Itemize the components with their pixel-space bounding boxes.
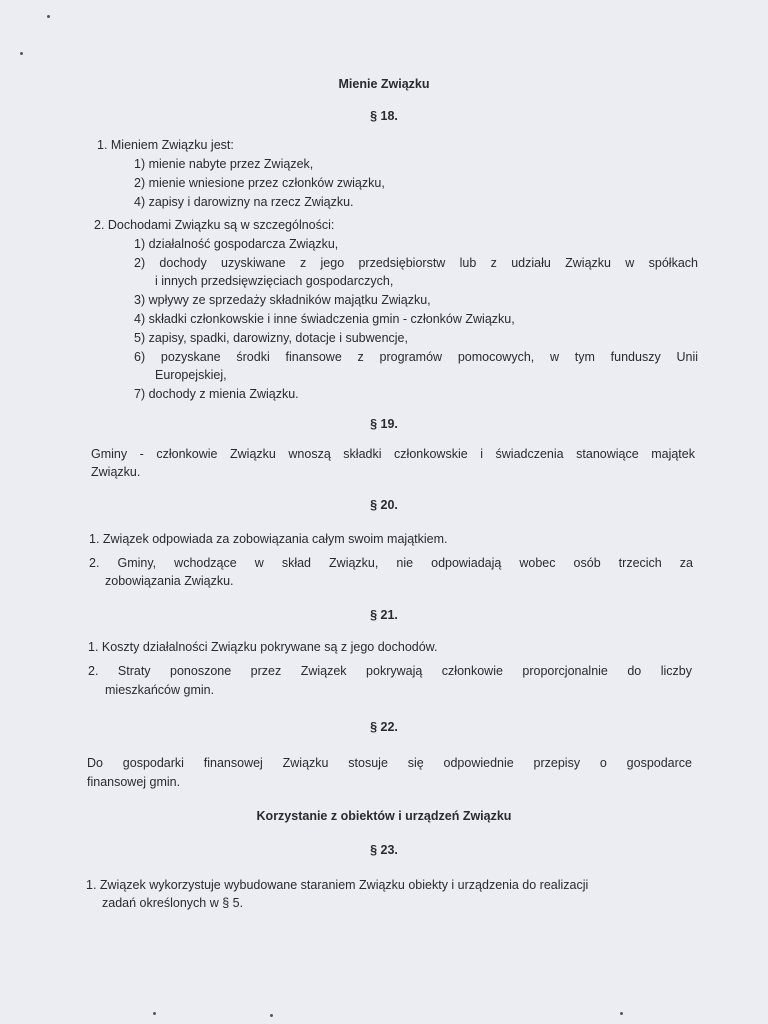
sub-item: 4) zapisy i darowizny na rzecz Związku. <box>134 195 354 209</box>
paragraph-heading: § 22. <box>370 720 398 734</box>
paragraph-heading: § 18. <box>370 109 398 123</box>
sub-item: 7) dochody z mienia Związku. <box>134 387 299 401</box>
section-title: Korzystanie z obiektów i urządzeń Związku <box>256 809 512 823</box>
sub-item: 2) dochody uzyskiwane z jego przedsiębiorstw lub z udziału Związku w spółkach <box>134 256 698 270</box>
sub-item: 4) składki członkowskie i inne świadczenia gmin - członków Związku, <box>134 312 515 326</box>
list-item: 2. Dochodami Związku są w szczególności: <box>94 218 335 232</box>
list-item: 1. Związek odpowiada za zobowiązania całym swoim majątkiem. <box>89 532 448 546</box>
paragraph-text: Gminy - członkowie Związku wnoszą składki członkowskie i świadczenia stanowiące majątek <box>91 447 695 461</box>
list-item: 1. Koszty działalności Związku pokrywane są z jego dochodów. <box>88 640 438 654</box>
paragraph-text: Do gospodarki finansowej Związku stosuje się odpowiednie przepisy o gospodarce <box>87 756 692 770</box>
sub-item-continuation: Europejskiej, <box>155 368 227 382</box>
paragraph-text-continuation: finansowej gmin. <box>87 775 181 789</box>
scan-speck <box>270 1014 273 1017</box>
paragraph-heading: § 23. <box>370 843 398 857</box>
sub-item: 3) wpływy ze sprzedaży składników majątku Związku, <box>134 293 431 307</box>
scan-speck <box>620 1012 623 1015</box>
sub-item: 6) pozyskane środki finansowe z programów pomocowych, w tym funduszy Unii <box>134 350 698 364</box>
sub-item: 1) działalność gospodarcza Związku, <box>134 237 339 251</box>
list-item-continuation: zadań określonych w § 5. <box>102 896 244 910</box>
scan-speck <box>47 15 50 18</box>
section-title: Mienie Związku <box>338 77 430 91</box>
list-item-continuation: zobowiązania Związku. <box>105 574 234 588</box>
sub-item: 5) zapisy, spadki, darowizny, dotacje i subwencje, <box>134 331 408 345</box>
paragraph-heading: § 19. <box>370 417 398 431</box>
scan-speck <box>20 52 23 55</box>
list-item-continuation: mieszkańców gmin. <box>105 683 215 697</box>
sub-item: 1) mienie nabyte przez Związek, <box>134 157 314 171</box>
sub-item-continuation: i innych przedsięwzięciach gospodarczych, <box>155 274 394 288</box>
list-item: 1. Mieniem Związku jest: <box>97 138 234 152</box>
list-item: 1. Związek wykorzystuje wybudowane staraniem Związku obiekty i urządzenia do realizacji <box>86 878 589 892</box>
paragraph-text-continuation: Związku. <box>91 465 141 479</box>
list-item: 2. Straty ponoszone przez Związek pokrywają członkowie proporcjonalnie do liczby <box>88 664 692 678</box>
list-item: 2. Gminy, wchodzące w skład Związku, nie odpowiadają wobec osób trzecich za <box>89 556 693 570</box>
sub-item: 2) mienie wniesione przez członków związku, <box>134 176 385 190</box>
paragraph-heading: § 21. <box>370 608 398 622</box>
paragraph-heading: § 20. <box>370 498 398 512</box>
scan-speck <box>153 1012 156 1015</box>
